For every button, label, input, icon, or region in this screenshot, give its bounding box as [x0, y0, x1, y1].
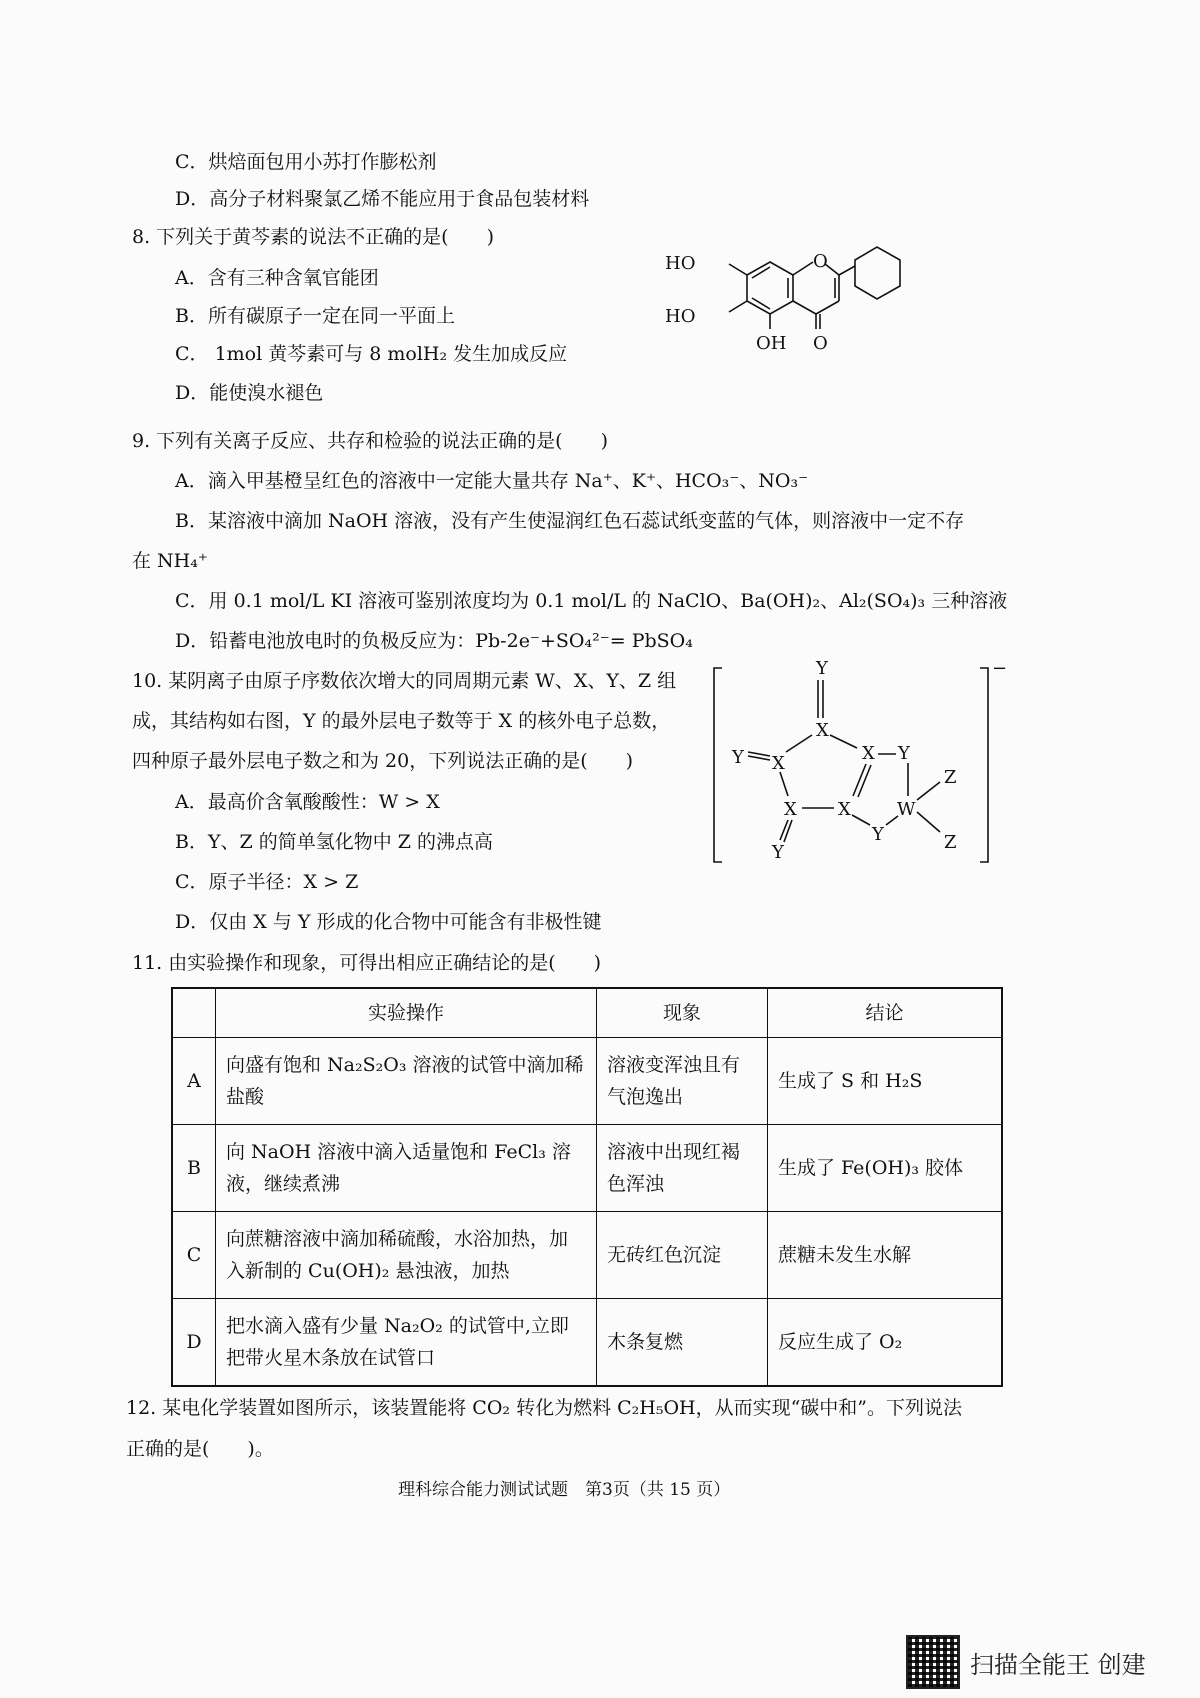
- q8-option-b: B．所有碳原子一定在同一平面上: [175, 305, 455, 327]
- scanner-watermark: [906, 1635, 1146, 1689]
- row-conclusion: 反应生成了 O₂: [768, 1299, 1003, 1387]
- svg-text:Z: Z: [944, 767, 957, 788]
- q12-stem-line1: 12. 某电化学装置如图所示，该装置能将 CO₂ 转化为燃料 C₂H₅OH，从而实现“碳中和”。下列说法: [126, 1397, 963, 1419]
- table-header-phenomenon: 现象: [597, 988, 768, 1038]
- row-operation: 把水滴入盛有少量 Na₂O₂ 的试管中,立即把带火星木条放在试管口: [216, 1299, 597, 1387]
- charge-sign: −: [992, 660, 1008, 679]
- q10-stem-line3: 四种原子最外层电子数之和为 20，下列说法正确的是( ): [132, 750, 634, 772]
- right-bracket: [980, 668, 988, 862]
- svg-text:Y: Y: [872, 824, 884, 845]
- svg-text:Y: Y: [898, 743, 910, 764]
- mol-label-ring-o: O: [813, 251, 828, 272]
- ring-a: [747, 262, 793, 314]
- q10-option-a: A．最高价含氧酸酸性：W > X: [175, 791, 440, 813]
- table-header-conclusion: 结论: [768, 988, 1003, 1038]
- table-row: [172, 1038, 1002, 1125]
- q9-option-b-line2: 在 NH₄⁺: [132, 550, 208, 572]
- q8-option-d: D．能使溴水褪色: [175, 382, 324, 404]
- q8-option-a: A．含有三种含氧官能团: [175, 267, 379, 289]
- q12-stem-line2: 正确的是( )。: [126, 1438, 274, 1460]
- row-phenomenon: 木条复燃: [597, 1299, 768, 1387]
- scanner-label: 扫描全能王 创建: [970, 1650, 1146, 1679]
- q9-option-b-line1: B．某溶液中滴加 NaOH 溶液，没有产生使湿润红色石蕊试纸变蓝的气体，则溶液中一定不存: [175, 510, 965, 532]
- svg-text:Z: Z: [944, 832, 957, 853]
- q9-option-a: A．滴入甲基橙呈红色的溶液中一定能大量共存 Na⁺、K⁺、HCO₃⁻、NO₃⁻: [175, 470, 809, 492]
- svg-text:X: X: [816, 720, 829, 741]
- svg-text:Y: Y: [732, 747, 744, 768]
- anion-structure: [712, 660, 1012, 870]
- table-row: [172, 1299, 1002, 1387]
- qr-code-icon: [906, 1635, 960, 1689]
- mol-label-oh: OH: [756, 333, 787, 354]
- q10-option-b: B．Y、Z 的简单氢化物中 Z 的沸点高: [175, 831, 494, 853]
- svg-text:W: W: [897, 799, 916, 820]
- row-operation: 向 NaOH 溶液中滴入适量饱和 FeCl₃ 溶液，继续煮沸: [216, 1125, 597, 1212]
- table-row: [172, 1125, 1002, 1212]
- q7-option-d: D．高分子材料聚氯乙烯不能应用于食品包装材料: [175, 188, 590, 210]
- q10-stem-line2: 成，其结构如右图，Y 的最外层电子数等于 X 的核外电子总数，: [132, 710, 671, 732]
- baicalein-structure: [655, 232, 915, 372]
- q9-stem: 9. 下列有关离子反应、共存和检验的说法正确的是( ): [132, 430, 608, 452]
- table-header-operation: 实验操作: [216, 988, 597, 1038]
- row-label: B: [172, 1125, 216, 1212]
- row-phenomenon: 溶液变浑浊且有气泡逸出: [597, 1038, 768, 1125]
- row-label: A: [172, 1038, 216, 1125]
- phenyl-ring: [855, 247, 900, 299]
- mol-label-ho-1: HO: [665, 253, 696, 274]
- q7-option-c: C．烘焙面包用小苏打作膨松剂: [175, 151, 437, 173]
- row-operation: 向蔗糖溶液中滴加稀硫酸，水浴加热，加入新制的 Cu(OH)₂ 悬浊液，加热: [216, 1212, 597, 1299]
- svg-text:Y: Y: [816, 660, 828, 679]
- svg-text:X: X: [838, 799, 851, 820]
- row-label: C: [172, 1212, 216, 1299]
- q8-option-c: C． 1mol 黄芩素可与 8 molH₂ 发生加成反应: [175, 343, 568, 365]
- experiment-table: [171, 987, 1003, 1387]
- left-bracket: [714, 668, 722, 862]
- row-operation: 向盛有饱和 Na₂S₂O₃ 溶液的试管中滴加稀盐酸: [216, 1038, 597, 1125]
- row-conclusion: 生成了 Fe(OH)₃ 胶体: [768, 1125, 1003, 1212]
- svg-text:X: X: [772, 753, 785, 774]
- mol-label-ho-2: HO: [665, 306, 696, 327]
- svg-text:X: X: [862, 743, 875, 764]
- svg-text:Y: Y: [772, 842, 784, 863]
- table-header-blank: [172, 988, 216, 1038]
- q9-option-c: C．用 0.1 mol/L KI 溶液可鉴别浓度均为 0.1 mol/L 的 NaClO、Ba(OH)₂、Al₂(SO₄)₃ 三种溶液: [175, 590, 1008, 612]
- table-row: [172, 1212, 1002, 1299]
- row-label: D: [172, 1299, 216, 1387]
- table-header-row: [172, 988, 1002, 1038]
- row-phenomenon: 溶液中出现红褐色浑浊: [597, 1125, 768, 1212]
- page-footer: 理科综合能力测试试题 第3页（共 15 页）: [398, 1480, 731, 1500]
- q10-option-c: C．原子半径：X > Z: [175, 871, 359, 893]
- row-conclusion: 蔗糖未发生水解: [768, 1212, 1003, 1299]
- row-conclusion: 生成了 S 和 H₂S: [768, 1038, 1003, 1125]
- q9-option-d: D．铅蓄电池放电时的负极反应为：Pb-2e⁻+SO₄²⁻= PbSO₄: [175, 630, 693, 652]
- mol-label-carbonyl-o: O: [813, 333, 828, 354]
- svg-text:X: X: [784, 799, 797, 820]
- row-phenomenon: 无砖红色沉淀: [597, 1212, 768, 1299]
- q10-option-d: D．仅由 X 与 Y 形成的化合物中可能含有非极性键: [175, 911, 602, 933]
- q11-stem: 11. 由实验操作和现象，可得出相应正确结论的是( ): [132, 952, 602, 974]
- q10-stem-line1: 10. 某阴离子由原子序数依次增大的同周期元素 W、X、Y、Z 组: [132, 670, 677, 692]
- q8-stem: 8. 下列关于黄芩素的说法不正确的是( ): [132, 226, 494, 248]
